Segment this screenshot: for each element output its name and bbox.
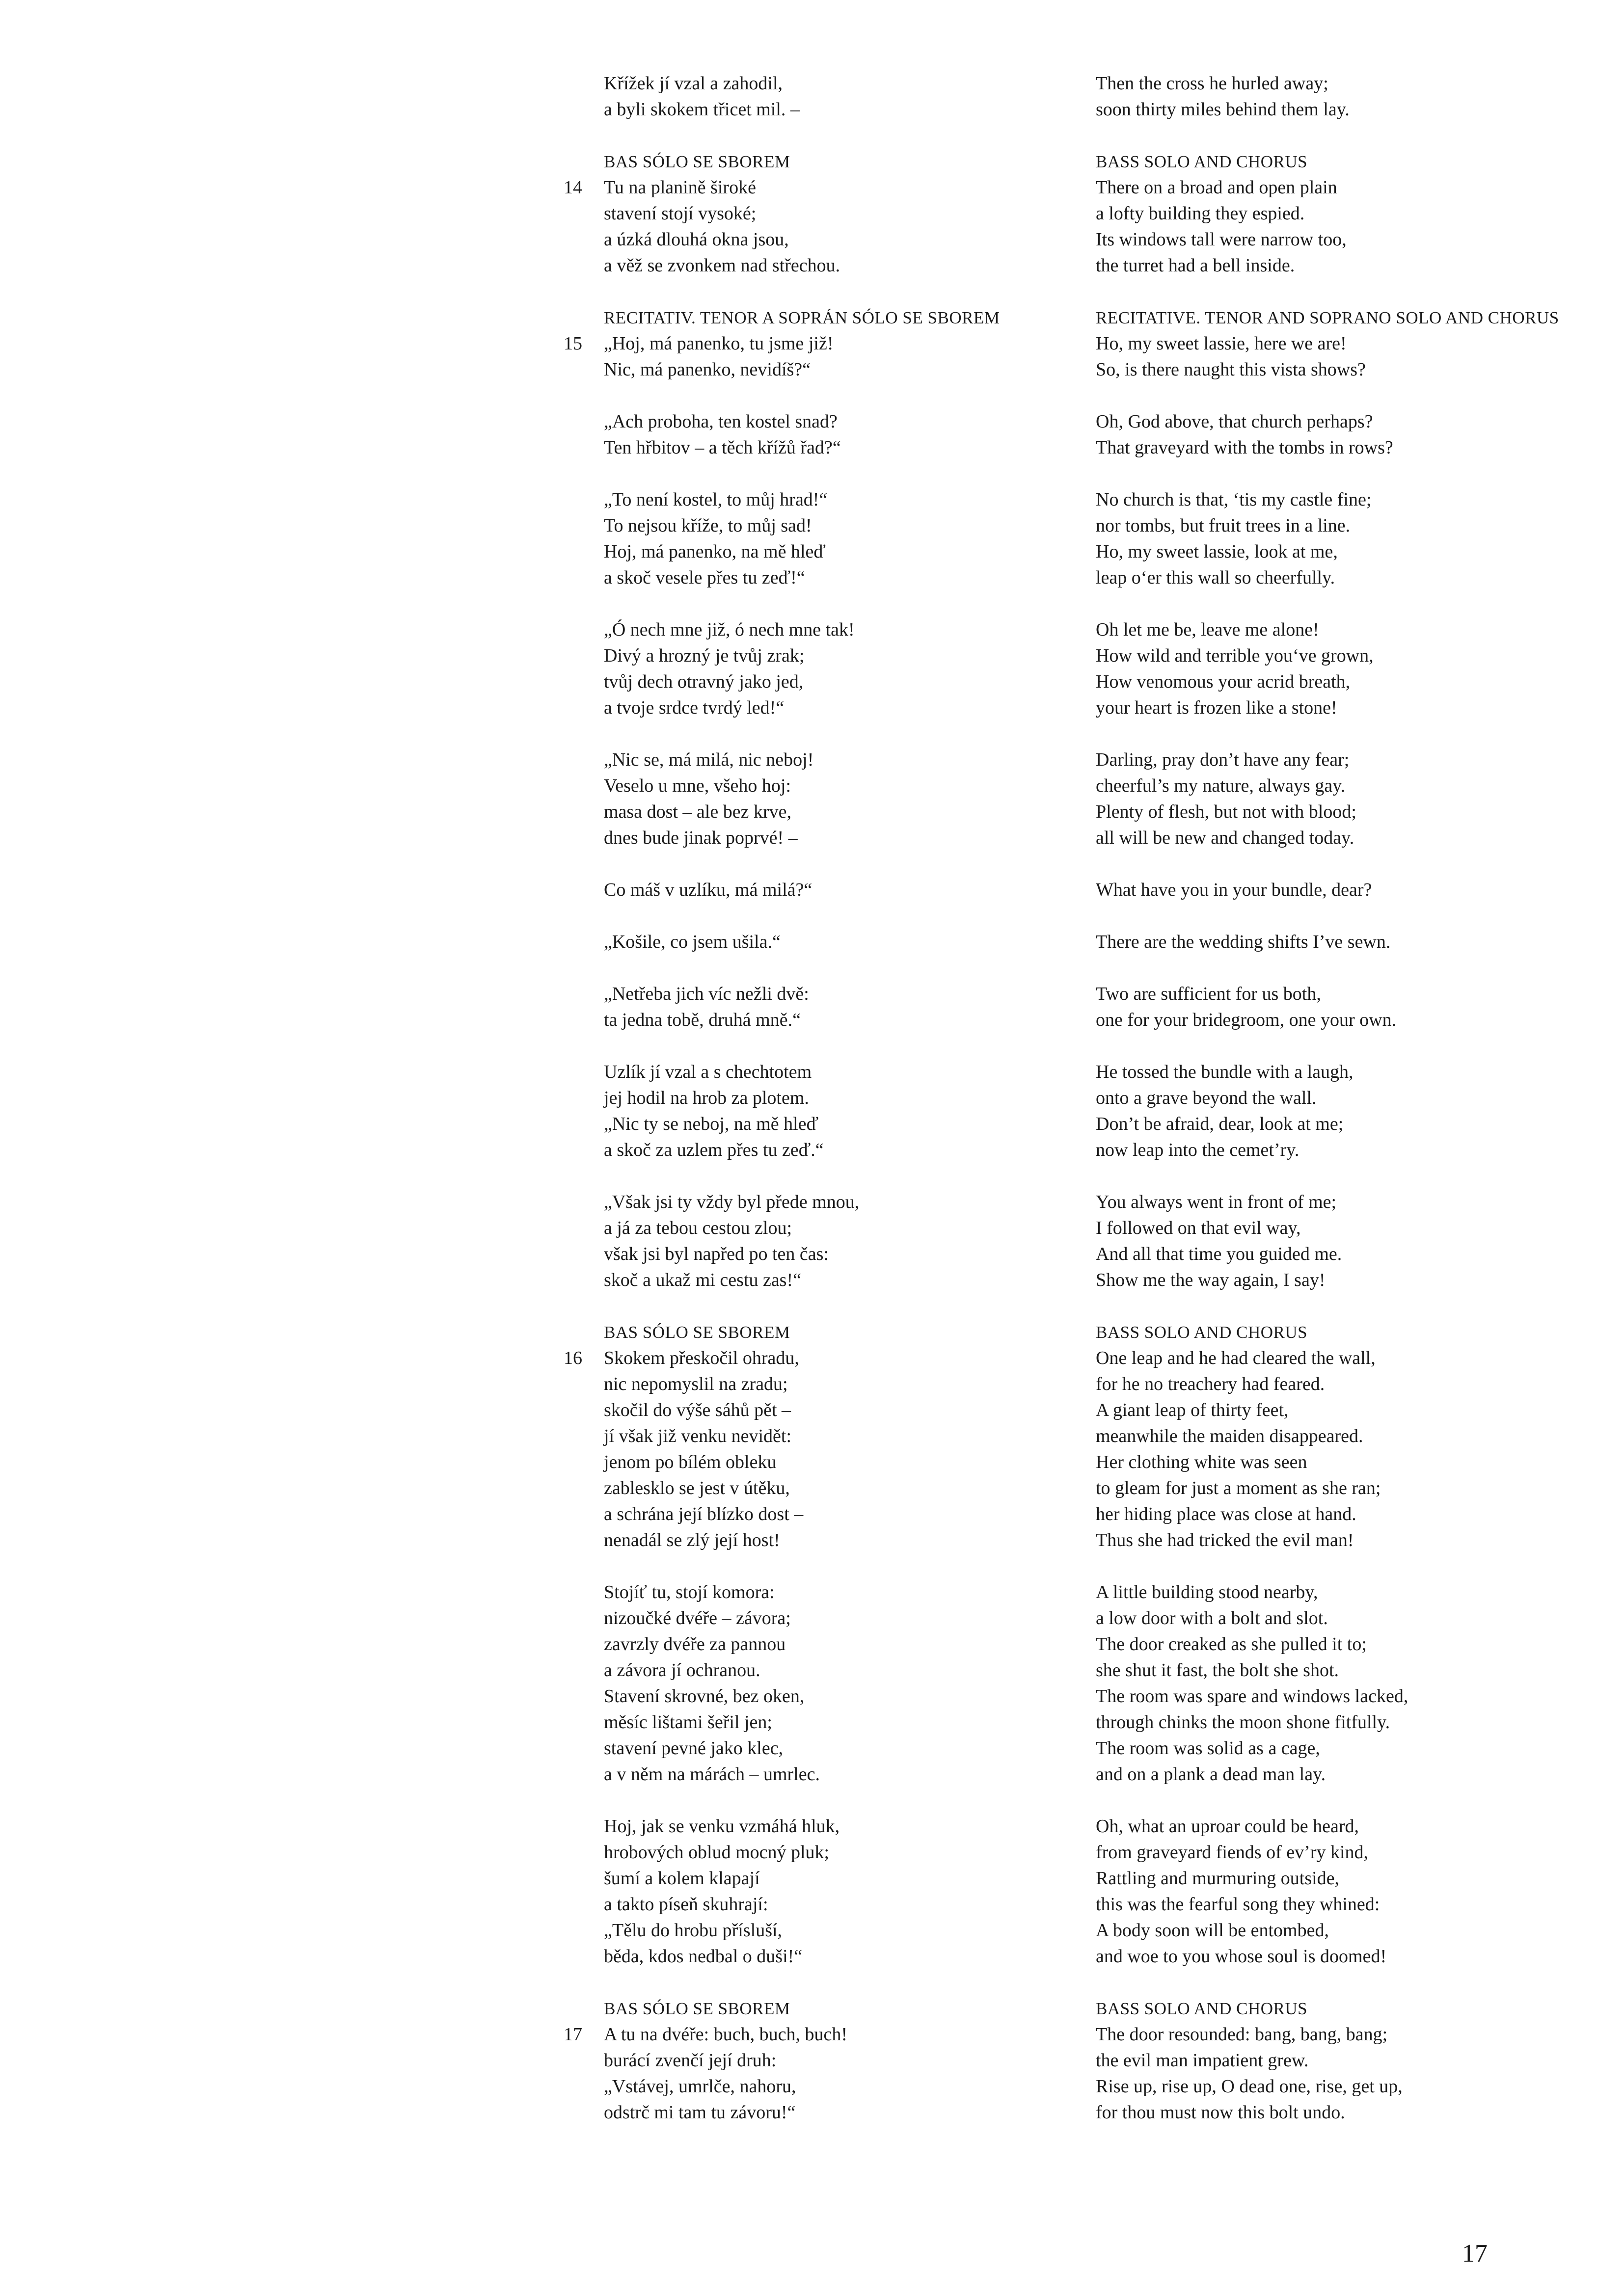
verse-line: to gleam for just a moment as she ran; xyxy=(1096,1478,1381,1498)
verse-line: stavení pevné jako klec, xyxy=(604,1738,784,1759)
verse-line: Stojíť tu, stojí komora: xyxy=(604,1582,775,1602)
verse-line: You always went in front of me; xyxy=(1096,1192,1337,1212)
verse-line: 14 Tu na planině široké xyxy=(604,175,1065,201)
section-heading: RECITATIVE. TENOR AND SOPRANO SOLO AND CHORUS xyxy=(1096,308,1559,327)
verse-line: Show me the way again, I say! xyxy=(1096,1270,1326,1290)
verse-line: „Ach proboha, ten kostel snad? xyxy=(604,411,838,432)
verse-line: odstrč mi tam tu závoru!“ xyxy=(604,2102,796,2123)
section-number: 17 xyxy=(564,2024,582,2045)
verse-line: for he no treachery had feared. xyxy=(1096,1374,1325,1394)
section-heading: BAS SÓLO SE SBOREM xyxy=(604,1323,790,1342)
section-number: 15 xyxy=(564,333,582,354)
verse-line: a lofty building they espied. xyxy=(1096,203,1305,224)
verse-line: a úzká dlouhá okna jsou, xyxy=(604,229,789,250)
verse-line: jí však již venku nevidět: xyxy=(604,1426,792,1446)
verse-line: jej hodil na hrob za plotem. xyxy=(604,1088,809,1108)
verse-line: „Tělu do hrobu přísluší, xyxy=(604,1920,783,1941)
verse-line: meanwhile the maiden disappeared. xyxy=(1096,1426,1363,1446)
verse-line: Divý a hrozný je tvůj zrak; xyxy=(604,645,805,666)
verse-line: a závora jí ochranou. xyxy=(604,1660,760,1681)
verse-line: Plenty of flesh, but not with blood; xyxy=(1096,801,1356,822)
verse-line: a byli skokem třicet mil. – xyxy=(604,99,800,120)
verse-line: she shut it fast, the bolt she shot. xyxy=(1096,1660,1339,1681)
verse-line: stavení stojí vysoké; xyxy=(604,203,757,224)
verse-line: Ho, my sweet lassie, here we are! xyxy=(1096,333,1347,354)
verse-line: „Košile, co jsem ušila.“ xyxy=(604,932,781,952)
verse-line: nenadál se zlý její host! xyxy=(604,1530,780,1550)
page-number: 17 xyxy=(1462,2240,1488,2268)
verse-line: The room was solid as a cage, xyxy=(1096,1738,1320,1759)
verse-line: dnes bude jinak poprvé! – xyxy=(604,828,798,848)
verse-line: So, is there naught this vista shows? xyxy=(1096,359,1366,380)
section-heading: BAS SÓLO SE SBOREM xyxy=(604,1999,790,2018)
section-number: 16 xyxy=(564,1348,582,1368)
verse-line: a schrána její blízko dost – xyxy=(604,1504,804,1524)
verse-line: now leap into the cemet’ry. xyxy=(1096,1140,1299,1160)
verse-line: her hiding place was close at hand. xyxy=(1096,1504,1356,1524)
verse-line: „Nic ty se neboj, na mě hleď xyxy=(604,1114,819,1134)
verse-line: And all that time you guided me. xyxy=(1096,1244,1342,1264)
verse-line: Hoj, má panenko, na mě hleď xyxy=(604,541,826,562)
verse-line: through chinks the moon shone fitfully. xyxy=(1096,1712,1390,1733)
verse-line: The door resounded: bang, bang, bang; xyxy=(1096,2024,1388,2045)
verse-line: and on a plank a dead man lay. xyxy=(1096,1764,1326,1785)
verse-line: cheerful’s my nature, always gay. xyxy=(1096,775,1346,796)
verse-line: all will be new and changed today. xyxy=(1096,828,1354,848)
verse-line: Rise up, rise up, O dead one, rise, get up, xyxy=(1096,2076,1403,2097)
verse-line: 16 Skokem přeskočil ohradu, xyxy=(604,1345,1065,1371)
section-heading: RECITATIV. TENOR A SOPRÁN SÓLO SE SBOREM xyxy=(604,308,1000,327)
verse-line: Don’t be afraid, dear, look at me; xyxy=(1096,1114,1344,1134)
verse-line: To nejsou kříže, to můj sad! xyxy=(604,515,812,536)
verse-line: Rattling and murmuring outside, xyxy=(1096,1868,1340,1889)
verse-line: Darling, pray don’t have any fear; xyxy=(1096,749,1350,770)
verse-line: a v něm na márách – umrlec. xyxy=(604,1764,820,1785)
verse-line: a skoč za uzlem přes tu zeď.“ xyxy=(604,1140,824,1160)
verse-line: The room was spare and windows lacked, xyxy=(1096,1686,1408,1707)
verse-line: skoč a ukaž mi cestu zas!“ xyxy=(604,1270,801,1290)
verse-line: a takto píseň skuhrají: xyxy=(604,1894,768,1915)
verse-line: the evil man impatient grew. xyxy=(1096,2050,1309,2071)
verse-line: for thou must now this bolt undo. xyxy=(1096,2102,1345,2123)
verse-line: one for your bridegroom, one your own. xyxy=(1096,1010,1397,1030)
verse-line: však jsi byl napřed po ten čas: xyxy=(604,1244,829,1264)
section-heading: BASS SOLO AND CHORUS xyxy=(1096,1999,1308,2018)
verse-line: soon thirty miles behind them lay. xyxy=(1096,99,1350,120)
verse-line: „Vstávej, umrlče, nahoru, xyxy=(604,2076,796,2097)
verse-line: Veselo u mne, všeho hoj: xyxy=(604,775,791,796)
verse-line: Her clothing white was seen xyxy=(1096,1452,1307,1472)
verse-line: ta jedna tobě, druhá mně.“ xyxy=(604,1010,801,1030)
verse-line: A giant leap of thirty feet, xyxy=(1096,1400,1289,1420)
verse-line: No church is that, ‘tis my castle fine; xyxy=(1096,489,1372,510)
verse-line: a věž se zvonkem nad střechou. xyxy=(604,255,840,276)
verse-line: from graveyard fiends of ev’ry kind, xyxy=(1096,1842,1369,1863)
verse-line: „Netřeba jich víc nežli dvě: xyxy=(604,984,809,1004)
verse-line: měsíc lištami šeřil jen; xyxy=(604,1712,772,1733)
verse-line: Two are sufficient for us both, xyxy=(1096,984,1321,1004)
verse-line: leap o‘er this wall so cheerfully. xyxy=(1096,567,1335,588)
verse-line: There on a broad and open plain xyxy=(1096,177,1337,198)
verse-line: „Však jsi ty vždy byl přede mnou, xyxy=(604,1192,860,1212)
verse-line: Uzlík jí vzal a s chechtotem xyxy=(604,1062,812,1082)
section-heading: BASS SOLO AND CHORUS xyxy=(1096,1323,1308,1342)
verse-line: nor tombs, but fruit trees in a line. xyxy=(1096,515,1351,536)
section-heading: BASS SOLO AND CHORUS xyxy=(1096,152,1308,171)
verse-line: this was the fearful song they whined: xyxy=(1096,1894,1380,1915)
verse-line: a já za tebou cestou zlou; xyxy=(604,1218,792,1238)
verse-line: Křížek jí vzal a zahodil, xyxy=(604,73,783,94)
verse-line: The door creaked as she pulled it to; xyxy=(1096,1634,1367,1655)
verse-line: How venomous your acrid breath, xyxy=(1096,671,1351,692)
verse-line: Its windows tall were narrow too, xyxy=(1096,229,1347,250)
verse-line: What have you in your bundle, dear? xyxy=(1096,880,1372,900)
verse-line: There are the wedding shifts I’ve sewn. xyxy=(1096,932,1391,952)
verse-line: nic nepomyslil na zradu; xyxy=(604,1374,788,1394)
verse-line: zavrzly dvéře za pannou xyxy=(604,1634,786,1655)
verse-line: That graveyard with the tombs in rows? xyxy=(1096,437,1393,458)
verse-line: 15 „Hoj, má panenko, tu jsme již! xyxy=(604,331,1065,357)
verse-line: onto a grave beyond the wall. xyxy=(1096,1088,1317,1108)
verse-line: a low door with a bolt and slot. xyxy=(1096,1608,1328,1629)
verse-line: 17 A tu na dvéře: buch, buch, buch! xyxy=(604,2022,1065,2048)
verse-line: Thus she had tricked the evil man! xyxy=(1096,1530,1354,1550)
verse-line: jenom po bílém obleku xyxy=(604,1452,777,1472)
verse-line: He tossed the bundle with a laugh, xyxy=(1096,1062,1353,1082)
verse-line: How wild and terrible you‘ve grown, xyxy=(1096,645,1374,666)
verse-line: „Ó nech mne již, ó nech mne tak! xyxy=(604,619,855,640)
verse-line: A little building stood nearby, xyxy=(1096,1582,1318,1602)
section-heading: BAS SÓLO SE SBOREM xyxy=(604,152,790,171)
verse-line: Then the cross he hurled away; xyxy=(1096,73,1328,94)
verse-line: a tvoje srdce tvrdý led!“ xyxy=(604,697,785,718)
verse-line: Ho, my sweet lassie, look at me, xyxy=(1096,541,1338,562)
verse-line: Stavení skrovné, bez oken, xyxy=(604,1686,805,1707)
verse-line: burácí zvenčí její druh: xyxy=(604,2050,777,2071)
verse-line: skočil do výše sáhů pět – xyxy=(604,1400,791,1420)
verse-line: běda, kdos nedbal o duši!“ xyxy=(604,1946,803,1967)
verse-line: nizoučké dvéře – závora; xyxy=(604,1608,791,1629)
verse-line: the turret had a bell inside. xyxy=(1096,255,1295,276)
czech-text-column xyxy=(564,71,1065,2126)
verse-line: a skoč vesele přes tu zeď!“ xyxy=(604,567,805,588)
verse-line: Co máš v uzlíku, má milá?“ xyxy=(604,880,812,900)
verse-line: hrobových oblud mocný pluk; xyxy=(604,1842,830,1863)
verse-line: masa dost – ale bez krve, xyxy=(604,801,791,822)
verse-line: Ten hřbitov – a těch křížů řad?“ xyxy=(604,437,841,458)
verse-line: šumí a kolem klapají xyxy=(604,1868,760,1889)
verse-line: Nic, má panenko, nevidíš?“ xyxy=(604,359,811,380)
verse-line: tvůj dech otravný jako jed, xyxy=(604,671,804,692)
verse-line: Oh, what an uproar could be heard, xyxy=(1096,1816,1359,1837)
verse-line: Oh, God above, that church perhaps? xyxy=(1096,411,1373,432)
verse-line: Oh let me be, leave me alone! xyxy=(1096,619,1319,640)
verse-line: and woe to you whose soul is doomed! xyxy=(1096,1946,1387,1967)
english-text-column xyxy=(1096,71,1616,2126)
verse-line: One leap and he had cleared the wall, xyxy=(1096,1348,1376,1368)
verse-line: I followed on that evil way, xyxy=(1096,1218,1301,1238)
verse-line: „To není kostel, to můj hrad!“ xyxy=(604,489,828,510)
verse-line: A body soon will be entombed, xyxy=(1096,1920,1329,1941)
verse-line: Hoj, jak se venku vzmáhá hluk, xyxy=(604,1816,840,1837)
verse-line: „Nic se, má milá, nic neboj! xyxy=(604,749,814,770)
verse-line: your heart is frozen like a stone! xyxy=(1096,697,1337,718)
verse-line: zablesklo se jest v útěku, xyxy=(604,1478,790,1498)
section-number: 14 xyxy=(564,177,582,198)
